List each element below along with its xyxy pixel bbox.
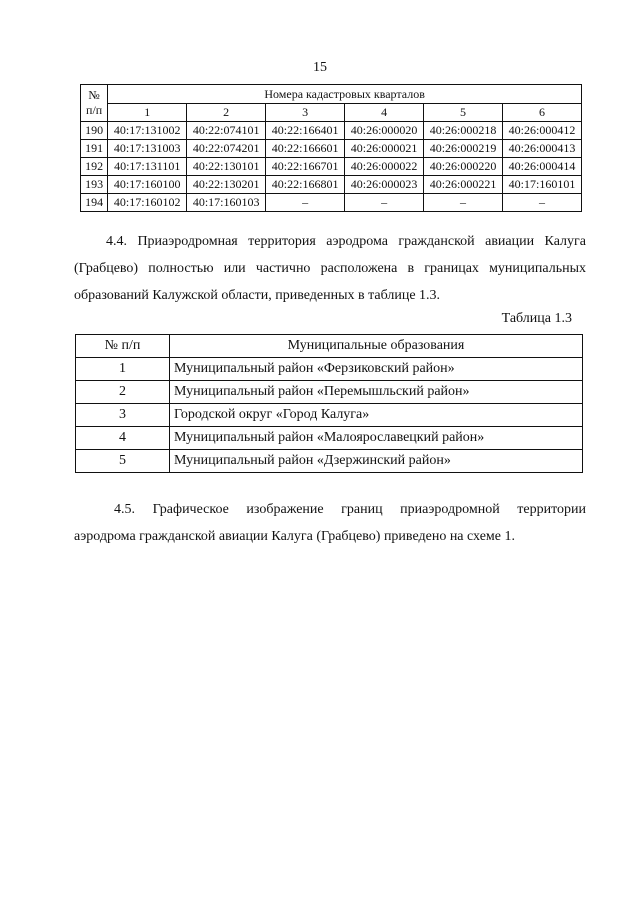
paragraph-line: аэродрома гражданской авиации Калуга (Грабцево) приведено на схеме 1. [74, 529, 515, 544]
cadastral-cell: 40:17:131003 [108, 140, 187, 158]
municipalities-table [75, 334, 583, 473]
cadastral-cell: 40:22:130101 [187, 158, 266, 176]
cadastral-cell: 40:26:000022 [345, 158, 424, 176]
row-number: 194 [81, 194, 108, 212]
row-number: 193 [81, 176, 108, 194]
cadastral-cell: 40:26:000414 [503, 158, 582, 176]
cadastral-cell: – [503, 194, 582, 212]
table-row [76, 381, 583, 404]
row-number: 2 [76, 381, 170, 404]
cadastral-cell: – [424, 194, 503, 212]
municipality-name: Муниципальный район «Дзержинский район» [170, 450, 583, 473]
cadastral-cell: 40:17:160101 [503, 176, 582, 194]
page-number: 15 [313, 60, 327, 75]
table-caption: Таблица 1.3 [501, 311, 572, 326]
cadastral-cell: 40:17:160100 [108, 176, 187, 194]
table-row [81, 122, 582, 140]
cadastral-cell: 40:26:000412 [503, 122, 582, 140]
row-number: 191 [81, 140, 108, 158]
cadastral-cell: – [266, 194, 345, 212]
cadastral-cell: 40:22:166701 [266, 158, 345, 176]
cadastral-cell: 40:26:000023 [345, 176, 424, 194]
row-number: 5 [76, 450, 170, 473]
row-number-header: № п/п [76, 335, 170, 358]
cadastral-group-header: Номера кадастровых кварталов [108, 85, 582, 104]
table-header-row [76, 335, 583, 358]
cadastral-cell: – [345, 194, 424, 212]
column-index: 4 [345, 104, 424, 122]
cadastral-cell: 40:26:000221 [424, 176, 503, 194]
column-index: 2 [187, 104, 266, 122]
cadastral-cell: 40:26:000021 [345, 140, 424, 158]
table-row [76, 404, 583, 427]
cadastral-cell: 40:17:160103 [187, 194, 266, 212]
municipality-name: Городской округ «Город Калуга» [170, 404, 583, 427]
table-row [81, 194, 582, 212]
paragraph-4-5 [74, 496, 586, 550]
table-row [81, 158, 582, 176]
cadastral-quarters-table [80, 84, 582, 212]
cadastral-cell: 40:26:000413 [503, 140, 582, 158]
column-index: 1 [108, 104, 187, 122]
cadastral-cell: 40:26:000220 [424, 158, 503, 176]
municipality-name: Муниципальный район «Перемышльский район» [170, 381, 583, 404]
paragraph-line: образований Калужской области, приведенных в таблице 1.3. [74, 288, 441, 303]
table-row [76, 450, 583, 473]
row-number: 190 [81, 122, 108, 140]
paragraph-4-4 [74, 228, 586, 309]
paragraph-line: 4.4. Приаэродромная территория аэродрома гражданской авиации Калуга [106, 234, 586, 249]
paragraph-line: 4.5. Графическое изображение границ приаэродромной территории [114, 502, 586, 517]
cadastral-cell: 40:17:160102 [108, 194, 187, 212]
municipality-header: Муниципальные образования [170, 335, 583, 358]
table-row [81, 140, 582, 158]
row-number-header: № п/п [81, 85, 108, 122]
column-index: 5 [424, 104, 503, 122]
column-index: 6 [503, 104, 582, 122]
table-row [81, 176, 582, 194]
row-number: 1 [76, 358, 170, 381]
cadastral-cell: 40:26:000020 [345, 122, 424, 140]
cadastral-cell: 40:22:074101 [187, 122, 266, 140]
row-number: 3 [76, 404, 170, 427]
cadastral-cell: 40:26:000219 [424, 140, 503, 158]
table-row [76, 427, 583, 450]
municipality-name: Муниципальный район «Малоярославецкий район» [170, 427, 583, 450]
column-index: 3 [266, 104, 345, 122]
cadastral-cell: 40:22:074201 [187, 140, 266, 158]
row-number: 4 [76, 427, 170, 450]
cadastral-cell: 40:22:166401 [266, 122, 345, 140]
row-number: 192 [81, 158, 108, 176]
cadastral-cell: 40:22:130201 [187, 176, 266, 194]
cadastral-cell: 40:26:000218 [424, 122, 503, 140]
cadastral-cell: 40:17:131002 [108, 122, 187, 140]
cadastral-cell: 40:17:131101 [108, 158, 187, 176]
cadastral-cell: 40:22:166801 [266, 176, 345, 194]
table-row [76, 358, 583, 381]
paragraph-line: (Грабцево) полностью или частично расположена в границах муниципальных [74, 261, 586, 276]
municipality-name: Муниципальный район «Ферзиковский район» [170, 358, 583, 381]
cadastral-cell: 40:22:166601 [266, 140, 345, 158]
